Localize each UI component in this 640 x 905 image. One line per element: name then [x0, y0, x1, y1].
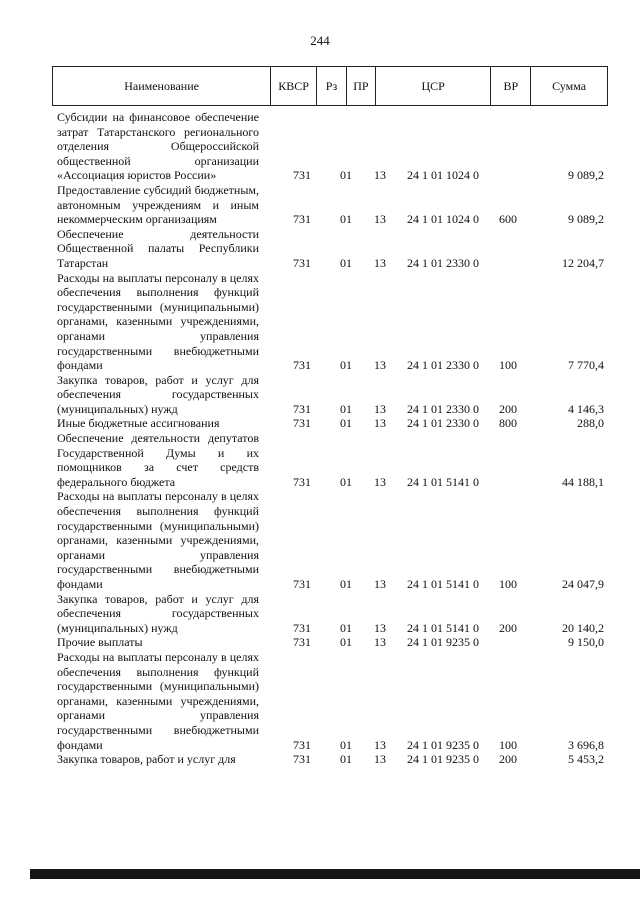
row-pr: 13 — [374, 577, 386, 591]
row-rz: 01 — [340, 577, 352, 591]
row-name: Расходы на выплаты персоналу в целях обеспечения выполнения функций государственными (муниципальными) органами, казенными учреждениями, органами управления государственными внебюджетными фондами — [57, 489, 259, 591]
row-pr: 13 — [374, 752, 386, 767]
column-header-name: Наименование — [53, 67, 271, 105]
row-pr: 13 — [374, 620, 386, 635]
row-rz: 01 — [340, 416, 352, 431]
row-csr: 24 1 01 2330 0 — [407, 416, 479, 431]
row-kvsr: 731 — [293, 358, 311, 373]
row-rz: 01 — [340, 737, 352, 752]
row-kvsr: 731 — [293, 474, 311, 489]
row-kvsr: 731 — [293, 620, 311, 635]
row-name: Закупка товаров, работ и услуг для обеспечения государственных (муниципальных) нужд — [57, 591, 259, 635]
column-header-rz: Рз — [317, 67, 347, 105]
row-vr: 200 — [499, 401, 517, 416]
row-name: Закупка товаров, работ и услуг для обеспечения государственных (муниципальных) нужд — [57, 372, 259, 416]
row-csr: 24 1 01 5141 0 — [407, 620, 479, 635]
row-rz: 01 — [340, 752, 352, 767]
row-kvsr: 731 — [293, 168, 311, 183]
row-csr: 24 1 01 5141 0 — [407, 577, 479, 591]
row-csr: 24 1 01 1024 0 — [407, 212, 479, 227]
row-name: Обеспечение деятельности Общественной палаты Республики Татарстан — [57, 226, 259, 270]
row-sum: 4 146,3 — [568, 401, 604, 416]
table-header — [52, 66, 608, 106]
table-row — [57, 183, 604, 227]
row-kvsr: 731 — [293, 401, 311, 416]
page-number: 244 — [310, 33, 330, 48]
row-name: Прочие выплаты — [57, 635, 143, 650]
table-row — [57, 373, 604, 417]
row-vr: 100 — [499, 577, 517, 591]
row-kvsr: 731 — [293, 212, 311, 227]
table-row — [57, 752, 604, 767]
row-sum: 44 188,1 — [562, 474, 604, 489]
row-name: Субсидии на финансовое обеспечение затрат Татарстанского регионального отделения Общероссийской общественной организации «Ассоциация юристов России» — [57, 110, 259, 183]
table-row — [57, 489, 604, 591]
row-csr: 24 1 01 2330 0 — [407, 358, 479, 373]
row-pr: 13 — [374, 168, 386, 183]
row-pr: 13 — [374, 358, 386, 373]
row-pr: 13 — [374, 474, 386, 489]
row-name: Предоставление субсидий бюджетным, автономным учреждениям и иным некоммерческим организациям — [57, 182, 259, 227]
row-csr: 24 1 01 9235 0 — [407, 752, 479, 767]
row-kvsr: 731 — [293, 255, 311, 270]
row-rz: 01 — [340, 635, 352, 650]
row-vr: 200 — [499, 752, 517, 767]
row-pr: 13 — [374, 255, 386, 270]
row-name: Обеспечение деятельности депутатов Государственной Думы и их помощников за счет средств федерального бюджета — [57, 431, 259, 489]
table-row — [57, 416, 604, 431]
row-name: Иные бюджетные ассигнования — [57, 416, 220, 431]
row-name: Закупка товаров, работ и услуг для — [57, 752, 236, 767]
row-pr: 13 — [374, 212, 386, 227]
column-header-pr: ПР — [347, 67, 376, 105]
row-sum: 9 089,2 — [568, 212, 604, 227]
row-pr: 13 — [374, 401, 386, 416]
row-rz: 01 — [340, 212, 352, 227]
column-header-csr: ЦСР — [376, 67, 492, 105]
table-row — [57, 592, 604, 636]
row-csr: 24 1 01 5141 0 — [407, 474, 479, 489]
table-row — [57, 227, 604, 271]
row-pr: 13 — [374, 635, 386, 650]
row-rz: 01 — [340, 358, 352, 373]
row-rz: 01 — [340, 255, 352, 270]
table-body — [57, 110, 604, 767]
column-header-sum: Сумма — [552, 78, 587, 93]
row-sum: 7 770,4 — [568, 358, 604, 373]
row-rz: 01 — [340, 401, 352, 416]
row-csr: 24 1 01 2330 0 — [407, 255, 479, 270]
row-vr: 600 — [499, 212, 517, 227]
row-sum: 9 150,0 — [568, 635, 604, 650]
row-sum: 9 089,2 — [568, 168, 604, 183]
row-kvsr: 731 — [293, 635, 311, 650]
row-csr: 24 1 01 1024 0 — [407, 168, 479, 183]
scan-edge-bar — [30, 869, 640, 879]
row-sum: 24 047,9 — [562, 577, 604, 591]
row-sum: 3 696,8 — [568, 737, 604, 752]
row-sum: 20 140,2 — [562, 620, 604, 635]
row-vr: 100 — [499, 358, 517, 373]
table-row — [57, 431, 604, 489]
table-row — [57, 650, 604, 752]
table-row — [57, 110, 604, 183]
row-vr: 800 — [499, 416, 517, 431]
row-sum: 12 204,7 — [562, 255, 604, 270]
row-name: Расходы на выплаты персоналу в целях обеспечения выполнения функций государственными (муниципальными) органами, казенными учреждениями, органами управления государственными внебюджетными фондами — [57, 649, 259, 752]
row-pr: 13 — [374, 737, 386, 752]
column-header-vr: ВР — [491, 67, 531, 105]
row-rz: 01 — [340, 474, 352, 489]
row-csr: 24 1 01 9235 0 — [407, 635, 479, 650]
row-name: Расходы на выплаты персоналу в целях обеспечения выполнения функций государственными (муниципальными) органами, казенными учреждениями, органами управления государственными внебюджетными фондами — [57, 270, 259, 373]
row-vr: 100 — [499, 737, 517, 752]
row-kvsr: 731 — [293, 737, 311, 752]
row-rz: 01 — [340, 168, 352, 183]
row-kvsr: 731 — [293, 577, 311, 591]
row-kvsr: 731 — [293, 752, 311, 767]
row-pr: 13 — [374, 416, 386, 431]
row-rz: 01 — [340, 620, 352, 635]
column-header-kvsr: КВСР — [271, 67, 317, 105]
row-vr: 200 — [499, 620, 517, 635]
row-kvsr: 731 — [293, 416, 311, 431]
row-sum: 288,0 — [577, 416, 604, 431]
row-csr: 24 1 01 9235 0 — [407, 737, 479, 752]
row-sum: 5 453,2 — [568, 752, 604, 767]
table-row — [57, 635, 604, 650]
table-row — [57, 271, 604, 373]
row-csr: 24 1 01 2330 0 — [407, 401, 479, 416]
